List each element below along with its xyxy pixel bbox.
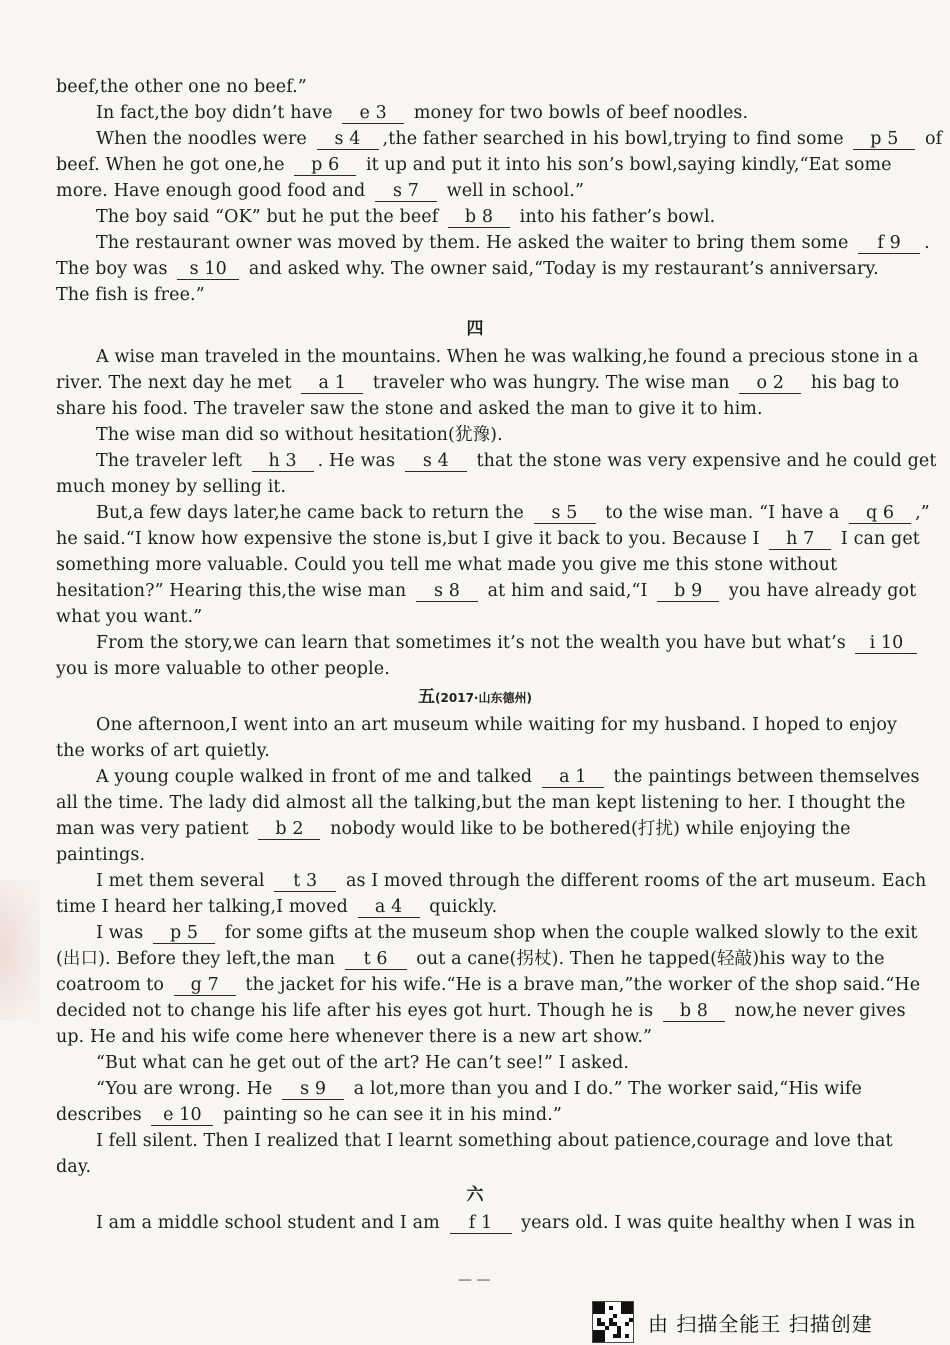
text-fragment: When the noodles were bbox=[96, 129, 313, 149]
section-title bbox=[56, 1180, 894, 1210]
text-fragment: In fact,the boy didn’t have bbox=[96, 103, 339, 123]
text-fragment: hesitation?” Hearing this,the wise man bbox=[56, 581, 412, 601]
answer-blank: b 8 bbox=[663, 1001, 725, 1022]
text-fragment: beef. When he got one,he bbox=[56, 155, 291, 175]
text-line bbox=[56, 998, 906, 1024]
text-fragment: The restaurant owner was moved by them. He asked the waiter to bring them some bbox=[96, 233, 855, 253]
text-line bbox=[56, 152, 894, 178]
text-line bbox=[56, 1154, 894, 1180]
text-line bbox=[56, 100, 894, 126]
scanner-watermark-text: 由 扫描全能王 扫描创建 bbox=[648, 1311, 873, 1336]
text-line bbox=[56, 448, 937, 474]
answer-blank: g 7 bbox=[174, 975, 236, 996]
text-line bbox=[56, 764, 920, 790]
section-title bbox=[56, 314, 894, 344]
text-fragment: the paintings between themselves bbox=[607, 767, 920, 787]
text-fragment: share his food. The traveler saw the stone and asked the man to give it to him. bbox=[56, 399, 763, 419]
text-fragment: “You are wrong. He bbox=[96, 1079, 279, 1099]
answer-blank: a 1 bbox=[542, 767, 604, 788]
text-fragment: a lot,more than you and I do.” The worker said,“His wife bbox=[348, 1079, 862, 1099]
answer-blank: b 8 bbox=[448, 207, 510, 228]
text-fragment: I can get bbox=[835, 529, 920, 549]
text-fragment: up. He and his wife come here whenever there is a new art show.” bbox=[56, 1027, 653, 1047]
text-line bbox=[56, 920, 918, 946]
text-fragment: One afternoon,I went into an art museum while waiting for my husband. I hoped to enjoy bbox=[96, 715, 897, 735]
text-fragment: describes bbox=[56, 1105, 148, 1125]
text-fragment: that the stone was very expensive and he could get bbox=[470, 451, 937, 471]
text-fragment: “But what can he get out of the art? He can’t see!” I asked. bbox=[96, 1053, 630, 1073]
answer-blank: e 10 bbox=[151, 1105, 213, 1126]
text-line bbox=[56, 422, 894, 448]
text-fragment: more. Have enough good food and bbox=[56, 181, 371, 201]
text-fragment: From the story,we can learn that sometimes it’s not the wealth you have but what’s bbox=[96, 633, 852, 653]
text-fragment: I am a middle school student and I am bbox=[96, 1213, 446, 1233]
answer-blank: o 2 bbox=[739, 373, 801, 394]
answer-blank: s 4 bbox=[405, 451, 467, 472]
text-fragment: it up and put it into his son’s bowl,saying kindly,“Eat some bbox=[360, 155, 892, 175]
section-number: 六 bbox=[466, 1185, 484, 1205]
text-line bbox=[56, 1210, 916, 1236]
text-fragment: to the wise man. “I have a bbox=[599, 503, 846, 523]
text-fragment: ,” bbox=[915, 503, 930, 523]
text-line bbox=[56, 1024, 894, 1050]
text-fragment: nobody would like to be bothered(打扰) while enjoying the bbox=[324, 819, 851, 839]
text-fragment: river. The next day he met bbox=[56, 373, 298, 393]
answer-blank: i 10 bbox=[855, 633, 917, 654]
section-number: 五 bbox=[418, 687, 436, 707]
text-line bbox=[56, 526, 920, 552]
text-fragment: into his father’s bowl. bbox=[514, 207, 716, 227]
answer-blank: s 8 bbox=[416, 581, 478, 602]
answer-blank: s 10 bbox=[177, 259, 239, 280]
text-line bbox=[56, 1050, 894, 1076]
text-fragment: A wise man traveled in the mountains. When he was walking,he found a precious stone in a bbox=[96, 347, 919, 367]
text-fragment: The boy said “OK” but he put the beef bbox=[96, 207, 445, 227]
text-fragment: his bag to bbox=[805, 373, 900, 393]
scan-shadow bbox=[0, 880, 40, 1020]
text-line bbox=[56, 204, 894, 230]
answer-blank: a 4 bbox=[358, 897, 420, 918]
text-line bbox=[56, 738, 894, 764]
text-fragment: you have already got bbox=[723, 581, 917, 601]
exercise-sheet bbox=[56, 74, 943, 1236]
text-fragment: something more valuable. Could you tell me what made you give me this stone without bbox=[56, 555, 838, 575]
text-fragment: I fell silent. Then I realized that I learnt something about patience,courage and love that bbox=[96, 1131, 893, 1151]
answer-blank: t 3 bbox=[274, 871, 336, 892]
answer-blank: b 9 bbox=[657, 581, 719, 602]
text-fragment: coatroom to bbox=[56, 975, 170, 995]
text-fragment: . bbox=[924, 233, 930, 253]
text-fragment: quickly. bbox=[423, 897, 498, 917]
text-line bbox=[56, 972, 921, 998]
text-fragment: paintings. bbox=[56, 845, 146, 865]
answer-blank: e 3 bbox=[342, 103, 404, 124]
text-line bbox=[56, 1102, 894, 1128]
text-fragment: . He was bbox=[317, 451, 401, 471]
text-line bbox=[56, 552, 894, 578]
text-line bbox=[56, 126, 943, 152]
text-fragment: (出口). Before they left,the man bbox=[56, 949, 341, 969]
answer-blank: s 5 bbox=[534, 503, 596, 524]
section-number: 四 bbox=[466, 319, 484, 339]
text-fragment: as I moved through the different rooms of the art museum. Each bbox=[340, 871, 927, 891]
text-line bbox=[56, 1128, 894, 1154]
text-fragment: time I heard her talking,I moved bbox=[56, 897, 354, 917]
text-line bbox=[56, 790, 906, 816]
text-line bbox=[56, 946, 894, 972]
text-fragment: A young couple walked in front of me and talked bbox=[96, 767, 538, 787]
text-line bbox=[56, 344, 919, 370]
text-line bbox=[56, 230, 930, 256]
text-fragment: much money by selling it. bbox=[56, 477, 287, 497]
text-fragment: The boy was bbox=[56, 259, 174, 279]
section-source: (2017·山东德州) bbox=[435, 691, 532, 705]
text-line bbox=[56, 370, 900, 396]
text-fragment: out a cane(拐杖). Then he tapped(轻敲)his way to the bbox=[410, 949, 885, 969]
text-line bbox=[56, 842, 894, 868]
text-fragment: what you want.” bbox=[56, 607, 203, 627]
answer-blank: b 2 bbox=[258, 819, 320, 840]
text-fragment: man was very patient bbox=[56, 819, 255, 839]
scanner-footer bbox=[592, 1302, 873, 1342]
answer-blank: p 6 bbox=[294, 155, 356, 176]
text-fragment: and asked why. The owner said,“Today is my restaurant’s anniversary. bbox=[243, 259, 879, 279]
text-line bbox=[56, 656, 894, 682]
text-fragment: But,a few days later,he came back to return the bbox=[96, 503, 530, 523]
text-line bbox=[56, 868, 927, 894]
text-line bbox=[56, 578, 917, 604]
page-mark: — — bbox=[458, 1272, 491, 1288]
section-title bbox=[56, 682, 894, 712]
text-fragment: years old. I was quite healthy when I was in bbox=[515, 1213, 916, 1233]
text-fragment: I was bbox=[96, 923, 150, 943]
qr-code-icon bbox=[592, 1301, 634, 1343]
text-line bbox=[56, 712, 897, 738]
text-fragment: ,the father searched in his bowl,trying to find some bbox=[382, 129, 850, 149]
answer-blank: f 9 bbox=[858, 233, 920, 254]
text-line bbox=[56, 396, 894, 422]
text-fragment: for some gifts at the museum shop when the couple walked slowly to the exit bbox=[219, 923, 918, 943]
answer-blank: p 5 bbox=[153, 923, 215, 944]
text-fragment: now,he never gives bbox=[728, 1001, 906, 1021]
text-fragment: he said.“I know how expensive the stone is,but I give it back to you. Because I bbox=[56, 529, 766, 549]
text-fragment: of bbox=[919, 129, 943, 149]
text-fragment: money for two bowls of beef noodles. bbox=[408, 103, 749, 123]
text-fragment: traveler who was hungry. The wise man bbox=[367, 373, 736, 393]
text-fragment: day. bbox=[56, 1157, 92, 1177]
text-line bbox=[56, 178, 894, 204]
text-fragment: I met them several bbox=[96, 871, 271, 891]
answer-blank: f 1 bbox=[450, 1213, 512, 1234]
text-line bbox=[56, 604, 894, 630]
text-fragment: The fish is free.” bbox=[56, 285, 205, 305]
text-line bbox=[56, 894, 894, 920]
answer-blank: s 4 bbox=[317, 129, 379, 150]
answer-blank: a 1 bbox=[301, 373, 363, 394]
text-fragment: The wise man did so without hesitation(犹豫). bbox=[96, 425, 503, 445]
text-fragment: the works of art quietly. bbox=[56, 741, 270, 761]
text-fragment: beef,the other one no beef.” bbox=[56, 77, 307, 97]
text-line bbox=[56, 256, 894, 282]
text-line bbox=[56, 282, 894, 308]
answer-blank: h 7 bbox=[769, 529, 831, 550]
text-line bbox=[56, 1076, 894, 1102]
text-line bbox=[56, 500, 930, 526]
text-fragment: well in school.” bbox=[440, 181, 585, 201]
text-line bbox=[56, 630, 904, 656]
answer-blank: q 6 bbox=[849, 503, 911, 524]
answer-blank: s 7 bbox=[375, 181, 437, 202]
text-fragment: The traveler left bbox=[96, 451, 248, 471]
text-fragment: at him and said,“I bbox=[481, 581, 654, 601]
answer-blank: t 6 bbox=[345, 949, 407, 970]
text-fragment: decided not to change his life after his eyes got hurt. Though he is bbox=[56, 1001, 659, 1021]
text-line bbox=[56, 816, 894, 842]
text-fragment: all the time. The lady did almost all the talking,but the man kept listening to her. I thought the bbox=[56, 793, 906, 813]
text-fragment: the jacket for his wife.“He is a brave man,”the worker of the shop said.“He bbox=[239, 975, 921, 995]
text-line bbox=[56, 474, 894, 500]
answer-blank: p 5 bbox=[853, 129, 915, 150]
text-fragment: painting so he can see it in his mind.” bbox=[217, 1105, 562, 1125]
text-fragment: you is more valuable to other people. bbox=[56, 659, 390, 679]
text-line bbox=[56, 74, 894, 100]
answer-blank: h 3 bbox=[252, 451, 314, 472]
answer-blank: s 9 bbox=[282, 1079, 344, 1100]
